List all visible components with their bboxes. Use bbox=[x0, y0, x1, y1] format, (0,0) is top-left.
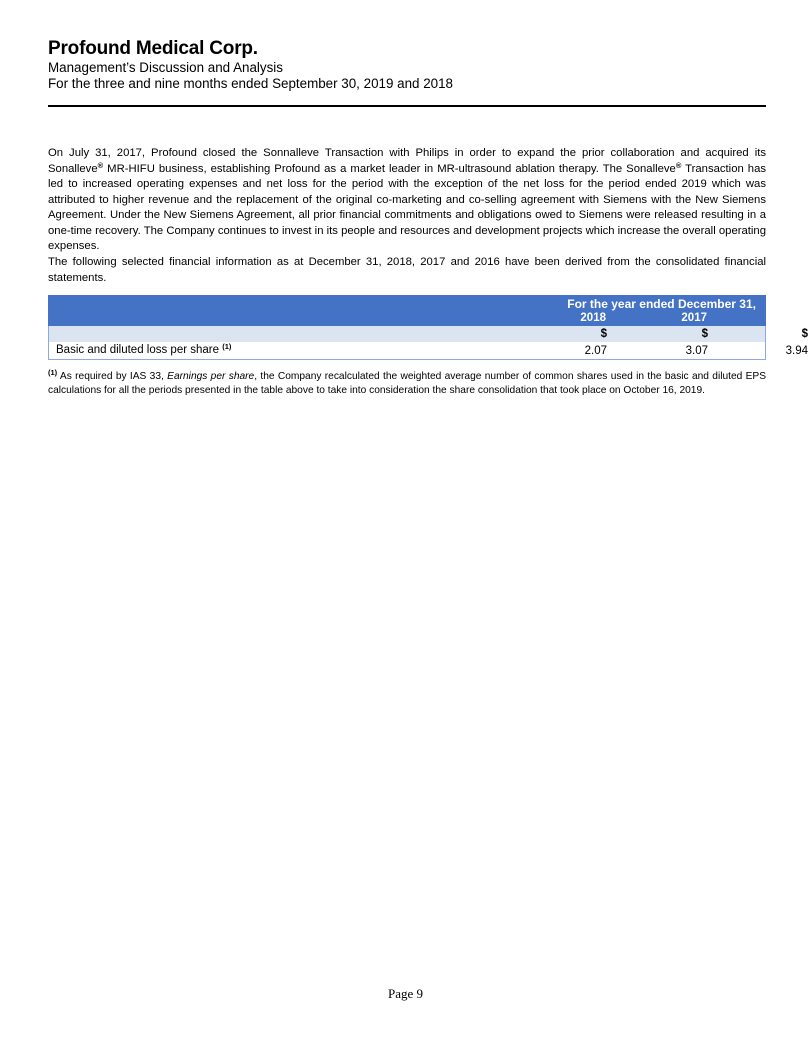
footnote-italic: Earnings per share bbox=[167, 371, 255, 382]
table-footnote bbox=[48, 370, 766, 398]
loss-per-share-table bbox=[48, 295, 808, 360]
table-header bbox=[48, 295, 808, 326]
currency-2016: $ bbox=[801, 328, 808, 340]
footnote-marker: (1) bbox=[48, 368, 58, 377]
document-subtitle: Management’s Discussion and Analysis bbox=[48, 60, 283, 75]
footnote-part1: As required by IAS 33, bbox=[57, 371, 168, 382]
value-2018: 2.07 bbox=[584, 345, 607, 357]
year-2016-header: 2016 bbox=[782, 312, 808, 324]
table-title-row bbox=[48, 295, 766, 311]
header-rule bbox=[48, 105, 766, 107]
row-label bbox=[56, 344, 231, 356]
year-2017-header: 2017 bbox=[681, 312, 707, 324]
currency-2018: $ bbox=[600, 328, 607, 340]
page-number: Page 9 bbox=[387, 986, 424, 1001]
currency-row bbox=[48, 326, 808, 342]
year-header-row bbox=[48, 311, 808, 326]
document-header bbox=[48, 38, 766, 92]
table-title: For the year ended December 31, bbox=[567, 297, 756, 311]
paragraph-sonalleve-transaction bbox=[48, 146, 766, 255]
company-name: Profound Medical Corp. bbox=[48, 38, 258, 59]
row-label-text: Basic and diluted loss per share bbox=[56, 344, 220, 356]
value-2017: 3.07 bbox=[685, 345, 708, 357]
paragraph1-part3: Transaction has led to increased operating expenses and net loss for the period with the exception of the net loss for the period ended 2019 which was attributed to higher revenue and the replacement of the original co-marketing and co-selling agreement with Siemens with the New Siemens Agreement. Under the New Siemens Agreement, all prior financial commitments and obligations owed to Siemens were released resulting in a one-time recovery. The Company continues to invest in its people and resources and development projects which increase the overall operating expenses. bbox=[48, 162, 766, 252]
registered-mark: ® bbox=[97, 160, 104, 170]
footnote-part2: , the Company recalculated the weighted average number of common shares used in the basic and diluted EPS calculations for all the periods presented in the table above to take into consideration the share consolidation that took place on October 16, 2019. bbox=[48, 371, 767, 396]
footnote-ref: (1) bbox=[222, 342, 232, 351]
reporting-period: For the three and nine months ended September 30, 2019 and 2018 bbox=[48, 76, 453, 91]
table-row bbox=[48, 342, 808, 360]
paragraph1-part1: On July 31, 2017, Profound closed the Sonnalleve Transaction with Philips in order to expand the prior collaboration and acquired its Sonalleve bbox=[48, 147, 766, 175]
paragraph1-part2: MR-HIFU business, establishing Profound as a market leader in MR-ultrasound ablation therapy. The Sonalleve bbox=[103, 162, 676, 175]
paragraph-selected-financial-info: The following selected financial information as at December 31, 2018, 2017 and 2016 have been derived from the consolidated financial statements. bbox=[48, 256, 766, 284]
year-2018-header: 2018 bbox=[580, 312, 606, 324]
registered-mark: ® bbox=[675, 160, 682, 170]
value-2016: 3.94 bbox=[785, 345, 808, 357]
currency-2017: $ bbox=[701, 328, 708, 340]
